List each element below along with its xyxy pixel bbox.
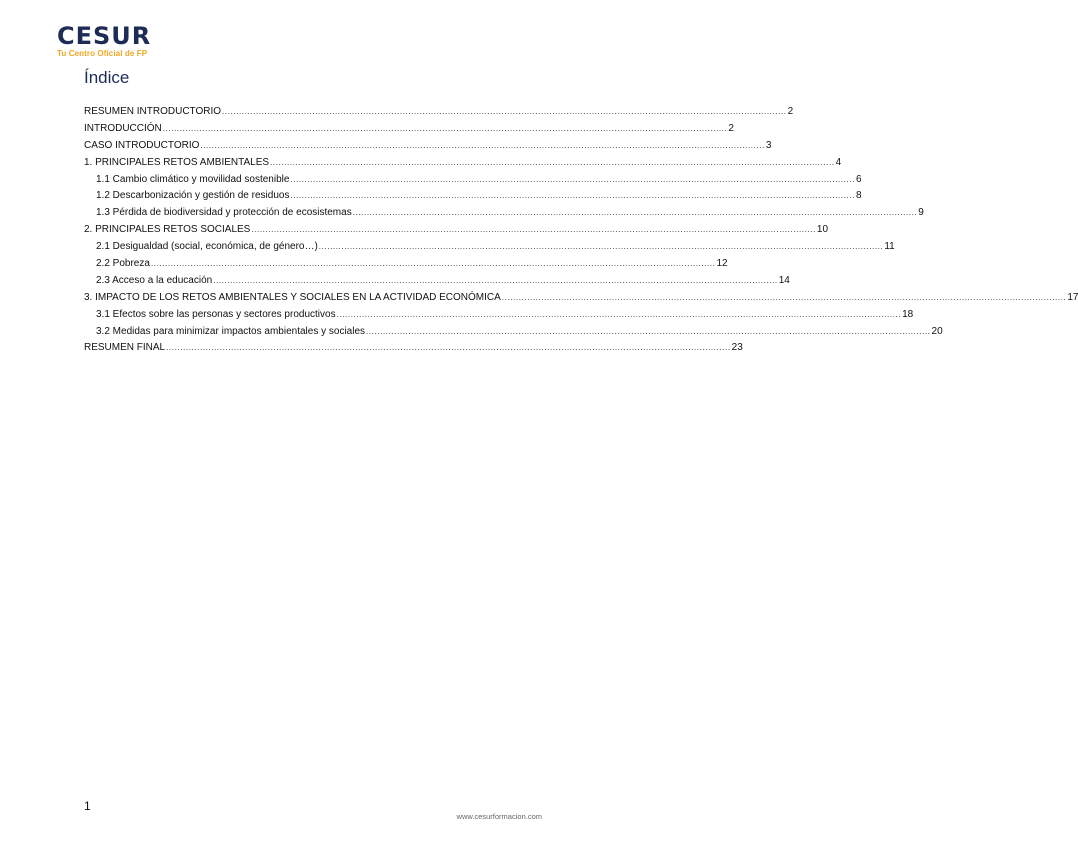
- toc-entry[interactable]: [84, 172, 862, 189]
- toc-entry-label[interactable]: 3.1 Efectos sobre las personas y sectores productivos: [96, 308, 336, 320]
- toc-entry-page[interactable]: 12: [716, 258, 728, 270]
- page-number: 1: [84, 799, 91, 813]
- toc-leader-dots: ........................................................................................................................................................................................................: [290, 191, 855, 201]
- toc-entry-label[interactable]: RESUMEN INTRODUCTORIO: [84, 106, 222, 117]
- toc-entry-label[interactable]: 3. IMPACTO DE LOS RETOS AMBIENTALES Y SOCIALES EN LA ACTIVIDAD ECONÓMICA: [84, 291, 501, 303]
- toc-leader-dots: ........................................................................................................................................................................................................: [166, 343, 731, 353]
- toc-entry[interactable]: [84, 121, 734, 138]
- toc-leader-dots: ........................................................................................................................................................................................................: [200, 140, 765, 150]
- toc-entry-page[interactable]: 11: [884, 241, 895, 253]
- toc-entry[interactable]: [84, 290, 1078, 307]
- toc-entry-label[interactable]: CASO INTRODUCTORIO: [84, 139, 200, 151]
- toc-entry[interactable]: [84, 256, 728, 273]
- toc-entry[interactable]: [84, 307, 914, 324]
- toc-leader-dots: ........................................................................................................................................................................................................: [222, 107, 787, 116]
- toc-entry[interactable]: [84, 340, 743, 357]
- toc-entry-label[interactable]: 1.1 Cambio climático y movilidad sostenible: [96, 173, 290, 185]
- toc-leader-dots: ........................................................................................................................................................................................................: [213, 275, 778, 285]
- toc-entry-page[interactable]: 14: [778, 274, 790, 286]
- toc-entry[interactable]: [84, 138, 772, 155]
- toc-entry-page[interactable]: 6: [855, 173, 862, 185]
- cesur-logo: [57, 24, 167, 59]
- logo-tagline: Tu Centro Oficial de FP: [57, 49, 148, 58]
- toc-entry-label[interactable]: RESUMEN FINAL: [84, 342, 166, 354]
- footer-url: www.cesurformacion.com: [456, 812, 542, 821]
- logo-wordmark: CESUR: [57, 22, 152, 50]
- toc-leader-dots: ........................................................................................................................................................................................................: [318, 242, 884, 252]
- toc-leader-dots: ........................................................................................................................................................................................................: [352, 208, 918, 218]
- toc-entry[interactable]: [84, 155, 842, 172]
- toc-entry-page[interactable]: 23: [731, 342, 743, 354]
- toc-entry-label[interactable]: 2.3 Acceso a la educación: [96, 274, 213, 286]
- toc-entry-label[interactable]: 1. PRINCIPALES RETOS AMBIENTALES: [84, 156, 270, 168]
- toc-leader-dots: ........................................................................................................................................................................................................: [366, 326, 931, 336]
- toc-entry-page[interactable]: 17: [1067, 291, 1078, 303]
- toc-leader-dots: ........................................................................................................................................................................................................: [162, 123, 728, 133]
- toc-entry-page[interactable]: 8: [855, 190, 862, 202]
- toc-entry[interactable]: [84, 188, 862, 205]
- toc-leader-dots: ........................................................................................................................................................................................................: [290, 174, 855, 184]
- toc-entry-page[interactable]: 20: [931, 325, 943, 337]
- toc-entry[interactable]: [84, 324, 943, 341]
- toc-entry[interactable]: [84, 104, 794, 121]
- toc-entry-page[interactable]: 2: [787, 106, 794, 117]
- table-of-contents: [84, 104, 1078, 357]
- toc-entry[interactable]: [84, 273, 790, 290]
- toc-entry-label[interactable]: 2.2 Pobreza: [96, 258, 150, 270]
- page-title: Índice: [84, 68, 130, 87]
- toc-entry-label[interactable]: 3.2 Medidas para minimizar impactos ambientales y sociales: [96, 325, 366, 337]
- toc-leader-dots: ........................................................................................................................................................................................................: [251, 225, 816, 235]
- toc-leader-dots: ........................................................................................................................................................................................................: [501, 292, 1067, 302]
- toc-leader-dots: ........................................................................................................................................................................................................: [336, 309, 902, 319]
- toc-entry-page[interactable]: 4: [835, 156, 842, 168]
- toc-entry[interactable]: [84, 222, 829, 239]
- toc-leader-dots: ........................................................................................................................................................................................................: [150, 259, 716, 269]
- toc-entry-page[interactable]: 2: [728, 122, 734, 134]
- toc-entry[interactable]: [84, 239, 895, 256]
- toc-entry-label[interactable]: 2. PRINCIPALES RETOS SOCIALES: [84, 224, 251, 236]
- toc-entry-page[interactable]: 18: [902, 308, 914, 320]
- toc-entry-page[interactable]: 10: [816, 224, 829, 236]
- toc-entry-page[interactable]: 3: [765, 139, 772, 151]
- toc-entry-label[interactable]: 1.3 Pérdida de biodiversidad y protección de ecosistemas: [96, 207, 352, 219]
- toc-entry[interactable]: [84, 205, 924, 222]
- toc-leader-dots: ........................................................................................................................................................................................................: [270, 157, 835, 167]
- toc-entry-page[interactable]: 9: [918, 207, 924, 219]
- toc-entry-label[interactable]: 2.1 Desigualdad (social, económica, de género…): [96, 241, 318, 253]
- toc-entry-label[interactable]: INTRODUCCIÓN: [84, 122, 162, 134]
- toc-entry-label[interactable]: 1.2 Descarbonización y gestión de residuos: [96, 190, 290, 202]
